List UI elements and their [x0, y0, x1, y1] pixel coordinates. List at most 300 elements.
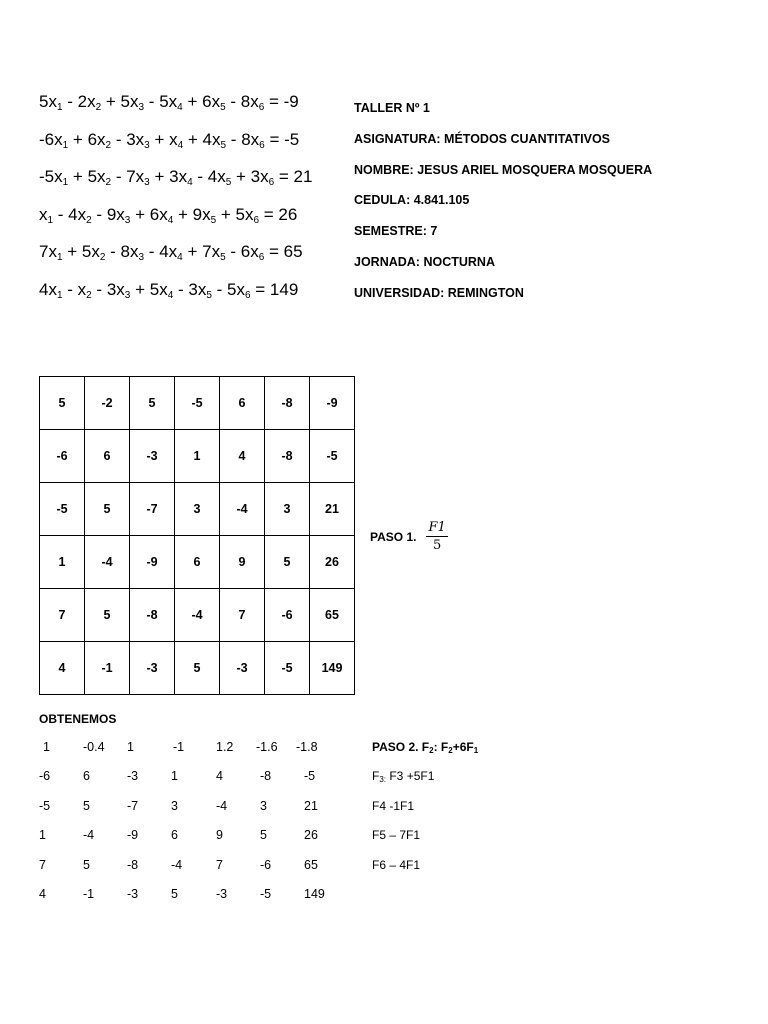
matrix-cell: 65 [310, 589, 355, 642]
matrix-cell: 26 [310, 536, 355, 589]
term-subscript: 2 [105, 139, 112, 151]
equation-term [121, 92, 145, 111]
term-variable: x [260, 167, 269, 187]
equation-system [39, 92, 312, 318]
term-subscript: 3 [144, 177, 150, 189]
term-coefficient: 8 [241, 129, 251, 149]
result-cell: 3 [171, 798, 178, 813]
result-row [0, 828, 768, 857]
equation-line [39, 205, 312, 243]
term-subscript: 1 [62, 139, 69, 151]
matrix-cell: -4 [220, 483, 265, 536]
equation-operator: = -9 [264, 92, 299, 111]
matrix-cell: -3 [130, 430, 175, 483]
result-cell: -4 [83, 828, 95, 843]
term-subscript: 6 [253, 214, 260, 226]
term-subscript: 5 [220, 102, 226, 113]
result-cell: 9 [216, 828, 223, 843]
term-variable: x [54, 129, 63, 149]
term-subscript: 3 [144, 139, 150, 151]
equation-operator: - [225, 242, 241, 262]
result-cell: -0.4 [83, 740, 105, 754]
term-variable: x [135, 167, 145, 187]
matrix-cell: 5 [85, 483, 130, 536]
term-variable: x [135, 129, 145, 149]
matrix-row [40, 483, 355, 536]
result-cell: 6 [83, 769, 90, 784]
paso1-label: PASO 1. [370, 529, 417, 544]
result-cell: -1.8 [296, 740, 318, 754]
matrix-cell: 6 [220, 377, 265, 430]
term-coefficient: 6 [87, 129, 98, 149]
equation-operator: - [226, 129, 242, 149]
term-coefficient: 7 [202, 242, 212, 262]
equation-operator: - [211, 279, 227, 299]
result-row [0, 887, 768, 916]
result-cell: 149 [304, 886, 325, 901]
step-note-subscript: 1 [473, 746, 479, 755]
term-variable: x [250, 92, 259, 111]
equation-operator: + [182, 92, 203, 111]
result-cell: 4 [39, 886, 46, 901]
term-subscript: 4 [167, 289, 174, 301]
matrix-cell: -1 [85, 642, 130, 695]
equation-operator: - [111, 129, 127, 149]
term-coefficient: 8 [240, 92, 251, 111]
matrix-cell: -4 [175, 589, 220, 642]
equation-operator: - [91, 204, 107, 224]
term-variable: x [39, 204, 48, 224]
term-variable: x [168, 242, 178, 262]
result-cell: 21 [304, 798, 318, 813]
term-coefficient: 6 [149, 204, 160, 224]
term-coefficient: 9 [106, 204, 117, 224]
equation-term [202, 242, 226, 264]
step-note-text: F6 – 4F1 [372, 857, 421, 872]
term-subscript: 6 [259, 139, 265, 151]
info-line: CEDULA: 4.841.105 [354, 193, 470, 208]
matrix-cell: 1 [175, 430, 220, 483]
equation-term [39, 167, 69, 189]
matrix-cell: -6 [40, 430, 85, 483]
equation-term [203, 130, 227, 149]
info-line: SEMESTRE: 7 [354, 224, 438, 239]
equation-term [39, 92, 63, 111]
term-subscript: 1 [47, 214, 54, 226]
result-cell: -3 [127, 769, 139, 784]
equation-term [240, 242, 265, 264]
result-cell: -1 [173, 740, 185, 754]
term-subscript: 1 [62, 177, 69, 189]
equation-term [126, 167, 150, 189]
header-info [354, 100, 652, 316]
matrix-cell: 3 [175, 483, 220, 536]
step-note [372, 799, 414, 813]
equation-operator: - [62, 279, 78, 299]
matrix-cell: -5 [265, 642, 310, 695]
equation-term [169, 167, 193, 189]
term-variable: x [130, 242, 139, 262]
fraction-denominator: 5 [432, 538, 442, 553]
term-coefficient: 7 [39, 242, 49, 262]
term-subscript: 5 [206, 289, 212, 301]
matrix-cell: -5 [310, 430, 355, 483]
step-note-text: PASO 2. F [372, 740, 430, 754]
equation-term [81, 242, 106, 264]
matrix-row [40, 536, 355, 589]
equation-operator: = 65 [264, 242, 303, 262]
result-cell: -5 [39, 798, 51, 813]
term-subscript: 6 [268, 177, 275, 189]
matrix-row [40, 430, 355, 483]
term-subscript: 4 [177, 252, 183, 264]
term-coefficient: 5 [149, 279, 160, 299]
equation-operator: + [231, 167, 251, 187]
term-subscript: 2 [99, 252, 106, 264]
matrix-cell: -8 [265, 377, 310, 430]
term-subscript: 3 [124, 289, 131, 301]
equation-operator: - [105, 242, 121, 262]
result-cell: 6 [171, 828, 178, 843]
matrix-cell: 5 [130, 377, 175, 430]
fraction-numerator: F1 [428, 520, 446, 535]
equation-operator: + [182, 242, 203, 262]
matrix-cell: -8 [265, 430, 310, 483]
result-cell: -4 [171, 857, 183, 872]
equation-term [120, 242, 145, 264]
equation-line [39, 167, 312, 205]
matrix-cell: 4 [40, 642, 85, 695]
paso1-fraction [426, 520, 447, 553]
equation-operator: + [173, 204, 193, 224]
equation-operator: = -5 [264, 129, 300, 149]
term-subscript: 2 [105, 177, 112, 189]
term-subscript: 1 [56, 102, 63, 113]
equation-operator: + [130, 279, 150, 299]
term-variable: x [250, 242, 259, 262]
step-note-text: F4 -1F1 [372, 798, 415, 813]
equation-term [107, 280, 131, 299]
matrix-cell: -4 [85, 536, 130, 589]
result-cell: -6 [39, 769, 51, 784]
equation-operator: + [68, 129, 88, 149]
equation-operator: - [144, 242, 160, 262]
equation-term [39, 130, 68, 149]
term-variable: x [159, 279, 168, 299]
term-subscript: 4 [177, 139, 184, 151]
term-variable: x [217, 167, 226, 187]
term-coefficient: 3 [169, 167, 179, 187]
matrix-row [40, 377, 355, 430]
result-row [0, 799, 768, 828]
result-rows [0, 740, 768, 916]
augmented-matrix [39, 376, 355, 695]
equation-term [150, 205, 174, 224]
result-row [0, 769, 768, 798]
matrix-cell: -5 [175, 377, 220, 430]
result-cell: -8 [127, 857, 139, 872]
equation-operator: + [183, 129, 203, 149]
result-cell: -6 [260, 857, 272, 872]
obtenemos-heading: OBTENEMOS [39, 712, 117, 726]
result-cell: 1 [171, 769, 178, 784]
matrix-cell: 3 [265, 483, 310, 536]
equation-term [202, 92, 226, 111]
term-coefficient: 9 [192, 204, 203, 224]
term-subscript: 6 [244, 289, 251, 301]
term-coefficient: 3 [188, 279, 198, 299]
term-subscript: 4 [187, 177, 193, 189]
step-note-text: F3 +5F1 [386, 769, 435, 784]
step-note [372, 858, 420, 872]
equation-term [169, 130, 183, 149]
matrix-cell: -7 [130, 483, 175, 536]
term-subscript: 6 [258, 102, 265, 113]
matrix-cell: 5 [85, 589, 130, 642]
term-subscript: 3 [124, 214, 131, 226]
term-coefficient: 5 [39, 92, 49, 111]
term-variable: x [168, 92, 178, 111]
equation-term [193, 205, 217, 224]
equation-term [227, 280, 251, 299]
term-coefficient: 3 [126, 129, 136, 149]
step-note [372, 828, 420, 842]
equation-line [39, 280, 312, 318]
term-variable: x [77, 279, 87, 299]
matrix-cell: -9 [310, 377, 355, 430]
equation-operator: + [62, 242, 82, 262]
matrix-cell: 5 [175, 642, 220, 695]
result-cell: 5 [83, 857, 90, 872]
equation-term [68, 205, 92, 224]
matrix-cell: 9 [220, 536, 265, 589]
equation-line [39, 92, 312, 130]
matrix-cell: 4 [220, 430, 265, 483]
term-variable: x [250, 129, 260, 149]
term-coefficient: 5 [159, 92, 169, 111]
equation-line [39, 130, 312, 168]
matrix-cell: -9 [130, 536, 175, 589]
term-subscript: 2 [95, 102, 102, 113]
term-coefficient: 3 [250, 167, 261, 187]
equation-term [126, 130, 150, 149]
result-cell: -8 [260, 769, 272, 784]
step-note-text: F [372, 769, 380, 784]
equation-operator: + [216, 204, 236, 224]
term-variable: x [48, 242, 57, 262]
result-cell: 1 [43, 740, 50, 754]
equation-term [188, 280, 212, 299]
term-variable: x [202, 204, 211, 224]
matrix-cell: 1 [40, 536, 85, 589]
result-cell: 3 [260, 798, 267, 813]
equation-operator: - [173, 279, 189, 299]
step-note [372, 769, 434, 783]
result-cell: 7 [216, 857, 223, 872]
term-variable: x [197, 279, 207, 299]
matrix-cell: 149 [310, 642, 355, 695]
equation-operator: + [130, 204, 150, 224]
result-row [0, 858, 768, 887]
term-variable: x [245, 204, 254, 224]
info-line: NOMBRE: JESUS ARIEL MOSQUERA MOSQUERA [354, 162, 653, 177]
result-cell: 5 [260, 828, 267, 843]
equation-operator: - [225, 92, 241, 111]
term-subscript: 3 [138, 252, 145, 264]
step-note-text: F5 – 7F1 [372, 828, 421, 843]
equation-operator: - [53, 204, 69, 224]
result-cell: -5 [260, 886, 272, 901]
equation-term [87, 167, 112, 189]
equation-term [159, 242, 183, 264]
term-variable: x [91, 242, 100, 262]
term-coefficient: 5 [120, 92, 131, 111]
matrix-cell: -6 [265, 589, 310, 642]
term-variable: x [169, 129, 178, 149]
term-coefficient: 5 [81, 242, 92, 262]
term-subscript: 5 [210, 214, 217, 226]
step-note-subscript: 2 [448, 746, 453, 755]
equation-operator: - [111, 167, 127, 187]
term-coefficient: 5 [87, 167, 98, 187]
matrix-row [40, 642, 355, 695]
equation-operator: = 26 [259, 204, 298, 224]
term-subscript: 5 [220, 252, 226, 264]
term-variable: x [48, 92, 57, 111]
equation-term [241, 130, 265, 149]
equation-operator: - [144, 92, 160, 111]
equation-term [241, 92, 265, 111]
term-coefficient: 8 [120, 242, 131, 262]
result-cell: -9 [127, 828, 139, 843]
equation-term [236, 205, 260, 224]
term-variable: x [116, 279, 125, 299]
result-cell: 5 [171, 886, 178, 901]
equation-term [88, 130, 112, 149]
step-note-subscript: 2 [429, 746, 434, 755]
term-subscript: 5 [225, 177, 232, 189]
info-line: JORNADA: NOCTURNA [354, 254, 495, 269]
equation-term [250, 167, 275, 189]
step-note [372, 740, 478, 754]
term-coefficient: -5 [39, 167, 55, 187]
term-variable: x [211, 92, 221, 111]
matrix-cell: 5 [40, 377, 85, 430]
term-subscript: 1 [56, 252, 63, 264]
term-variable: x [97, 167, 106, 187]
result-cell: -3 [216, 886, 228, 901]
step-note-text: +6F [452, 740, 474, 754]
term-variable: x [87, 92, 96, 111]
term-variable: x [54, 167, 63, 187]
result-cell: -4 [216, 798, 228, 813]
result-cell: -7 [127, 798, 139, 813]
term-variable: x [48, 279, 57, 299]
equation-operator: + [68, 167, 88, 187]
term-coefficient: 4 [68, 204, 78, 224]
equation-operator: + [101, 92, 121, 111]
result-row [0, 740, 768, 769]
term-variable: x [77, 204, 87, 224]
equation-operator: - [91, 279, 107, 299]
equation-term [159, 92, 183, 111]
term-coefficient: 6 [240, 242, 251, 262]
term-coefficient: 7 [126, 167, 136, 187]
step-note-text: : F [433, 740, 449, 754]
term-subscript: 2 [86, 289, 92, 301]
equation-operator: = 149 [250, 279, 299, 299]
equation-term [39, 280, 63, 299]
term-variable: x [97, 129, 106, 149]
result-cell: 26 [304, 828, 318, 843]
term-variable: x [211, 242, 221, 262]
result-cell: -1.6 [256, 740, 278, 754]
equation-operator: - [192, 167, 208, 187]
term-coefficient: 4 [207, 167, 218, 187]
equation-term [39, 242, 63, 264]
step-note-subscript: 3: [379, 775, 387, 785]
term-coefficient: 5 [227, 279, 237, 299]
result-cell: 1 [127, 740, 134, 754]
equation-term [150, 280, 174, 299]
term-variable: x [116, 204, 125, 224]
matrix-cell: 6 [175, 536, 220, 589]
matrix-cell: -3 [130, 642, 175, 695]
result-cell: 1 [39, 828, 46, 843]
result-cell: -1 [83, 886, 95, 901]
equation-term [107, 205, 131, 224]
equation-operator: + [149, 167, 170, 187]
term-coefficient: 3 [106, 279, 117, 299]
term-subscript: 3 [138, 102, 145, 113]
result-cell: 7 [39, 857, 46, 872]
matrix-cell: -3 [220, 642, 265, 695]
equation-term [78, 92, 102, 111]
term-subscript: 1 [56, 289, 63, 301]
matrix-cell: -8 [130, 589, 175, 642]
info-line: UNIVERSIDAD: REMINGTON [354, 285, 524, 300]
matrix-cell: 5 [265, 536, 310, 589]
result-cell: -5 [304, 769, 316, 784]
equation-operator: - [62, 92, 78, 111]
term-subscript: 4 [177, 102, 183, 113]
equation-line [39, 242, 312, 280]
equation-term [78, 280, 92, 299]
result-cell: 1.2 [216, 740, 234, 754]
term-variable: x [159, 204, 168, 224]
term-coefficient: 6 [202, 92, 212, 111]
result-cell: 65 [304, 857, 318, 872]
term-coefficient: 5 [235, 204, 245, 224]
term-coefficient: 4 [159, 242, 169, 262]
term-variable: x [178, 167, 188, 187]
term-variable: x [236, 279, 245, 299]
term-coefficient: 4 [202, 129, 213, 149]
matrix-cell: 7 [220, 589, 265, 642]
matrix-cell: 6 [85, 430, 130, 483]
term-subscript: 2 [86, 214, 92, 226]
term-subscript: 6 [258, 252, 265, 264]
term-coefficient: 4 [39, 279, 49, 299]
term-coefficient: -6 [39, 129, 55, 149]
equation-term [207, 167, 232, 189]
matrix-cell: 7 [40, 589, 85, 642]
paso1-note [370, 520, 448, 553]
matrix-cell: -5 [40, 483, 85, 536]
term-variable: x [212, 129, 221, 149]
info-line: ASIGNATURA: MÉTODOS CUANTITATIVOS [354, 131, 611, 146]
term-subscript: 5 [220, 139, 227, 151]
